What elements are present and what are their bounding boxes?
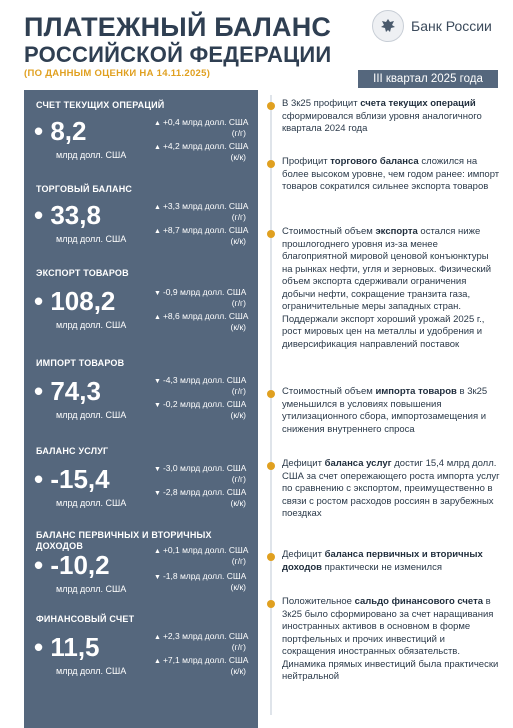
indicator-value: • 8,2 <box>34 116 87 146</box>
arrow-down-icon: ▼ <box>154 402 161 409</box>
bullet-icon: • <box>34 286 51 316</box>
change-yoy: ▲ +3,3 млрд долл. США (г/г) <box>154 201 249 222</box>
arrow-up-icon: ▲ <box>154 314 161 321</box>
bullet-icon: • <box>34 200 51 230</box>
indicator-title: СЧЕТ ТЕКУЩИХ ОПЕРАЦИЙ <box>36 100 165 110</box>
indicator-value: • 11,5 <box>34 632 100 662</box>
description-imports: Стоимостный объем импорта товаров в 3к25 уменьшился в условиях повышения утилизационного сбора, импортозамещения и снижения внутреннего спроса <box>282 386 488 435</box>
description-financial-account: Положительное сальдо финансового счета в 3к25 было сформировано за счет наращивания иностранных активов в основном в форме портфельных и прочих инвестиций и сокращения иностранных обязательств. Динамика прямых инвестиций была практически нейтральной <box>282 596 499 682</box>
description-exports: Стоимостный объем экспорта остался ниже прошлогоднего уровня из-за менее благоприятной мировой ценовой конъюнктуры на рынках нефти, угля и зерновых. Физический объем экспорта сдерживали ограничения добычи нефти, сокращение транзита газа, ограничительные меры западных стран. Поддержали экспорт хороший урожай 2025 г., рост мировых цен на металлы и удобрения и диверсификация направлений поставок <box>282 226 492 350</box>
indicator-unit: млрд долл. США <box>56 150 127 160</box>
indicator-title: ТОРГОВЫЙ БАЛАНС <box>36 184 133 194</box>
bullet-icon: • <box>34 464 51 494</box>
change-yoy: ▼ -3,0 млрд долл. США (г/г) <box>154 463 247 484</box>
arrow-down-icon: ▼ <box>154 378 161 385</box>
change-yoy: ▲ +0,4 млрд долл. США (г/г) <box>154 117 249 138</box>
change-qoq: ▼ -0,2 млрд долл. США (к/к) <box>154 399 247 420</box>
indicator-unit: млрд долл. США <box>56 666 127 676</box>
indicator-title: ЭКСПОРТ ТОВАРОВ <box>36 268 129 278</box>
indicator-value: • 33,8 <box>34 200 101 230</box>
change-qoq: ▲ +8,7 млрд долл. США (к/к) <box>154 225 249 246</box>
indicator-title: БАЛАНС ПЕРВИЧНЫХ И ВТОРИЧНЫХ ДОХОДОВ <box>36 530 212 551</box>
arrow-up-icon: ▲ <box>154 204 161 211</box>
indicator-unit: млрд долл. США <box>56 584 127 594</box>
change-yoy: ▼ -0,9 млрд долл. США (г/г) <box>154 287 247 308</box>
bullet-icon: • <box>34 116 51 146</box>
bank-eagle-icon <box>372 10 404 42</box>
indicator-unit: млрд долл. США <box>56 234 127 244</box>
timeline-dot <box>267 390 275 398</box>
timeline-dot <box>267 600 275 608</box>
arrow-up-icon: ▲ <box>154 658 161 665</box>
change-yoy: ▼ -4,3 млрд долл. США (г/г) <box>154 375 247 396</box>
arrow-up-icon: ▲ <box>154 144 161 151</box>
indicator-title: БАЛАНС УСЛУГ <box>36 446 109 456</box>
page-title-line2: РОССИЙСКОЙ ФЕДЕРАЦИИ <box>24 42 332 67</box>
page-subtitle: (ПО ДАННЫМ ОЦЕНКИ НА 14.11.2025) <box>24 68 211 79</box>
indicator-value: • 74,3 <box>34 376 101 406</box>
bank-name: Банк России <box>411 18 492 34</box>
description-services: Дефицит баланса услуг достиг 15,4 млрд долл. США за счет опережающего роста импорта услуг по сравнению с экспортом, преимущественно в связи с ростом расходов россиян в зарубежных поездках <box>282 458 500 519</box>
indicators-panel <box>24 90 258 728</box>
indicator-value: • -15,4 <box>34 464 110 494</box>
timeline-dot <box>267 102 275 110</box>
change-qoq: ▲ +7,1 млрд долл. США (к/к) <box>154 655 249 676</box>
indicator-title: ФИНАНСОВЫЙ СЧЕТ <box>36 614 135 624</box>
description-current-account: В 3к25 профицит счета текущих операций сформировался вблизи уровня аналогичного квартала 2024 года <box>282 98 482 134</box>
page-title-line1: ПЛАТЕЖНЫЙ БАЛАНС <box>24 12 332 42</box>
timeline-dot <box>267 462 275 470</box>
description-trade-balance: Профицит торгового баланса сложился на более высоком уровне, чем годом ранее: импорт товаров сократился сильнее экспорта товаров <box>282 156 500 192</box>
indicator-unit: млрд долл. США <box>56 320 127 330</box>
arrow-up-icon: ▲ <box>154 634 161 641</box>
bullet-icon: • <box>34 550 51 580</box>
timeline-dot <box>267 230 275 238</box>
quarter-badge: III квартал 2025 года <box>358 70 498 88</box>
arrow-down-icon: ▼ <box>154 290 161 297</box>
change-qoq: ▼ -2,8 млрд долл. США (к/к) <box>154 487 247 508</box>
arrow-down-icon: ▼ <box>154 466 161 473</box>
arrow-up-icon: ▲ <box>154 120 161 127</box>
timeline-dot <box>267 160 275 168</box>
bullet-icon: • <box>34 632 51 662</box>
arrow-down-icon: ▼ <box>154 490 161 497</box>
timeline-dot <box>267 553 275 561</box>
change-yoy: ▲ +0,1 млрд долл. США (г/г) <box>154 545 249 566</box>
arrow-up-icon: ▲ <box>154 548 161 555</box>
indicator-title: ИМПОРТ ТОВАРОВ <box>36 358 125 368</box>
change-qoq: ▼ -1,8 млрд долл. США (к/к) <box>154 571 247 592</box>
indicator-value: • -10,2 <box>34 550 110 580</box>
description-income: Дефицит баланса первичных и вторичных доходов практически не изменился <box>282 549 483 573</box>
change-yoy: ▲ +2,3 млрд долл. США (г/г) <box>154 631 249 652</box>
change-qoq: ▲ +4,2 млрд долл. США (к/к) <box>154 141 249 162</box>
indicator-value: • 108,2 <box>34 286 116 316</box>
arrow-down-icon: ▼ <box>154 574 161 581</box>
indicator-unit: млрд долл. США <box>56 498 127 508</box>
bullet-icon: • <box>34 376 51 406</box>
timeline-line <box>270 95 272 715</box>
arrow-up-icon: ▲ <box>154 228 161 235</box>
change-qoq: ▲ +8,6 млрд долл. США (к/к) <box>154 311 249 332</box>
indicator-unit: млрд долл. США <box>56 410 127 420</box>
bank-logo[interactable] <box>372 8 492 44</box>
